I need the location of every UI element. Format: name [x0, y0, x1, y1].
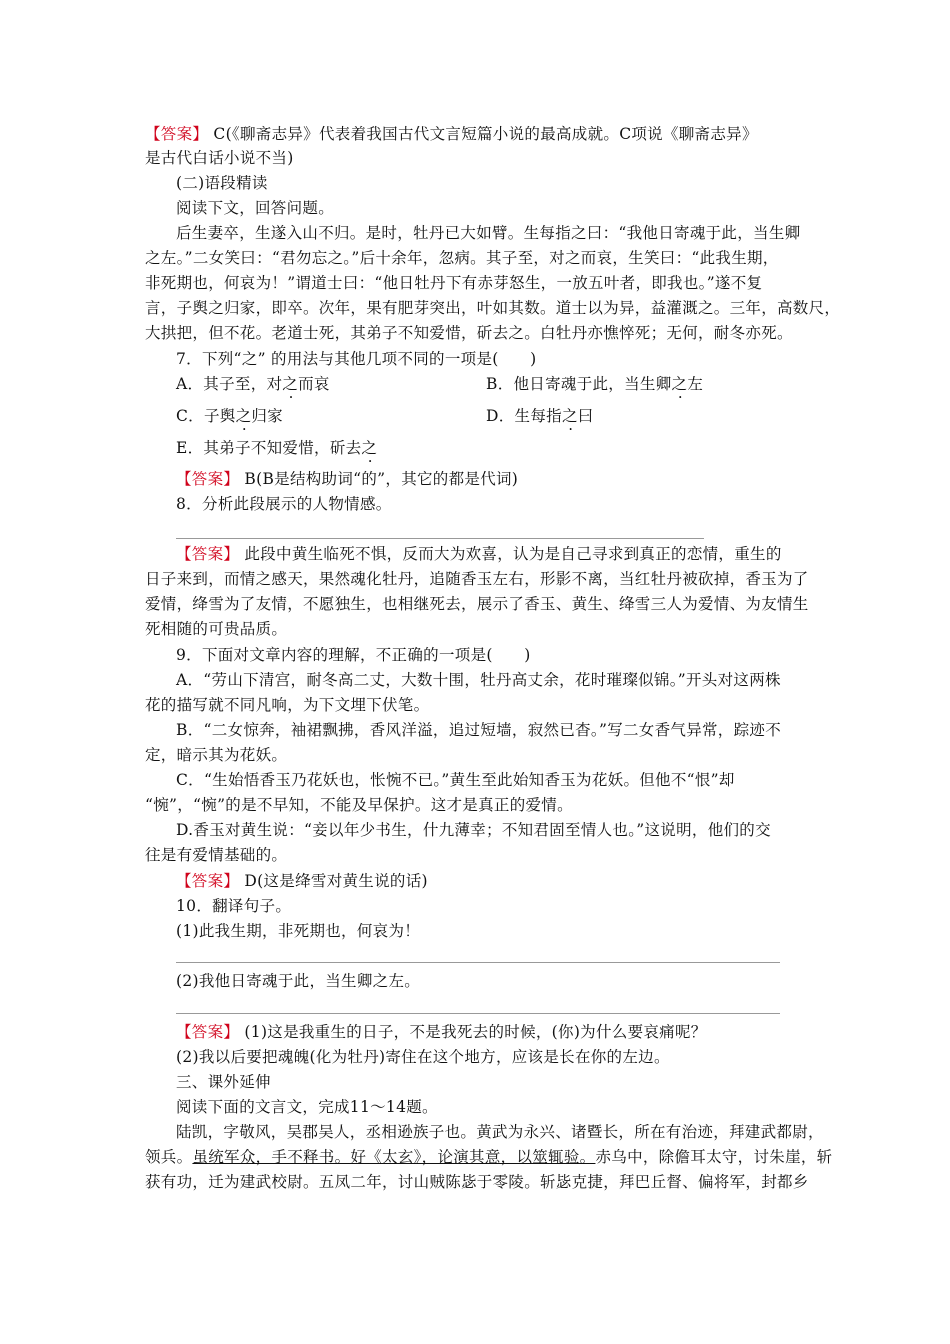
q7-option-d: D．生每指之曰: [486, 407, 594, 425]
text-line: “惋”，“惋”的是不早知，不能及早保护。这才是真正的爱情。: [145, 796, 573, 814]
answer-8: 【答案】 此段中黄生临死不惧，反而大为欢喜，认为是自己寻求到真正的恋情，重生的: [176, 545, 782, 563]
instruction: 阅读下文，回答问题。: [176, 199, 335, 217]
question-8: 8．分析此段展示的人物情感。: [176, 495, 392, 513]
q9-option-d: D.香玉对黄生说：“妾以年少书生，什九薄幸；不知君固至情人也。”这说明，他们的交: [176, 821, 771, 839]
question-7: 7．下列“之” 的用法与其他几项不同的一项是( ): [176, 350, 537, 368]
q10-sentence-2: (2)我他日寄魂于此，当生卿之左。: [176, 972, 421, 990]
q7-option-b: B．他日寄魂于此，当生卿之左: [486, 375, 704, 393]
passage-line: 领兵。虽统军众，手不释书。好《太玄》，论演其意，以筮辄验。赤乌中，除儋耳太守，讨朱崖，斩: [145, 1148, 833, 1166]
passage-line: 言，子舆之归家，即卒。次年，果有肥芽突出，叶如其数。道士以为异，益灌溉之。三年，高数尺，: [145, 299, 841, 317]
answer-blank-line: [176, 1013, 780, 1014]
passage-line: 非死期也，何哀为！”谓道士曰：“他日牡丹下有赤芽怒生，一放五叶者，即我也。”遂不复: [145, 274, 763, 292]
question-10: 10．翻译句子。: [176, 897, 292, 915]
answer-tag: 【答案】: [145, 125, 209, 143]
passage-line: 陆凯，字敬风，吴郡吴人，丞相逊族子也。黄武为永兴、诸暨长，所在有治迹，拜建武都尉，: [176, 1123, 824, 1141]
q7-option-c: C．子舆之归家: [176, 407, 283, 425]
underlined-sentence: 虽统军众，手不释书。好《太玄》，论演其意，以筮辄验。: [192, 1148, 596, 1166]
q10-sentence-1: (1)此我生期，非死期也，何哀为！: [176, 922, 421, 940]
q9-option-b: B．“二女惊奔，袖裙飘拂，香风洋溢，追过短墙，寂然已杳。”写二女香气异常，踪迹不: [176, 721, 781, 739]
passage-line: 大拱把，但不花。老道士死，其弟子不知爱惜，斫去之。白牡丹亦憔悴死；无何，耐冬亦死。: [145, 324, 793, 342]
answer-blank-line: [176, 538, 704, 539]
section-heading: 三、课外延伸: [176, 1073, 271, 1091]
text-line: (2)我以后要把魂魄(化为牡丹)寄住在这个地方，应该是长在你的左边。: [176, 1048, 670, 1066]
passage-line: 后生妻卒，生遂入山不归。是时，牡丹已大如臂。生每指之曰：“我他日寄魂于此，当生卿: [176, 224, 801, 242]
text-line: 是古代白话小说不当): [145, 149, 294, 167]
text-line: 往是有爱情基础的。: [145, 846, 288, 864]
answer-7: 【答案】 B(B是结构助词“的”，其它的都是代词): [176, 470, 519, 488]
text-line: 花的描写就不同凡响，为下文埋下伏笔。: [145, 696, 430, 714]
q9-option-a: A．“劳山下清宫，耐冬高二丈，大数十围，牡丹高丈余，花时璀璨似锦。”开头对这两株: [176, 671, 781, 689]
section-heading: (二)语段精读: [176, 174, 268, 192]
q7-options-row2: [176, 405, 876, 427]
text-line: 定，暗示其为花妖。: [145, 746, 288, 764]
passage-line: 之左。”二女笑曰：“君勿忘之。”后十余年，忽病。其子至，对之而哀，生笑曰：“此我生期，: [145, 249, 779, 267]
q9-option-c: C．“生始悟香玉乃花妖也，怅惋不已。”黄生至此始知香玉为花妖。但他不“恨”却: [176, 771, 735, 789]
q7-options-row1: [176, 373, 876, 395]
answer-blank-line: [176, 962, 780, 963]
question-9: 9．下面对文章内容的理解，不正确的一项是( ): [176, 646, 531, 664]
answer-10: 【答案】 (1)这是我重生的日子，不是我死去的时候，(你)为什么要哀痛呢？: [176, 1023, 707, 1041]
passage-line: 获有功，迁为建武校尉。五凤二年，讨山贼陈毖于零陵。斩毖克捷，拜巴丘督、偏将军，封都乡: [145, 1173, 809, 1191]
instruction: 阅读下面的文言文，完成11～14题。: [176, 1098, 438, 1116]
answer-9: 【答案】 D(这是绛雪对黄生说的话): [176, 872, 428, 890]
q7-option-e: E．其弟子不知爱惜，斫去之: [176, 439, 378, 457]
text-line: 死相随的可贵品质。: [145, 620, 288, 638]
answer-line: 【答案】 C(《聊斋志异》代表着我国古代文言短篇小说的最高成就。C项说《聊斋志异》: [145, 125, 758, 143]
q7-option-a: A．其子至，对之而哀: [176, 375, 330, 393]
text-line: 爱情，绛雪为了友情，不愿独生，也相继死去，展示了香玉、黄生、绛雪三人为爱情、为友情生: [145, 595, 809, 613]
text-line: 日子来到，而情之感天，果然魂化牡丹，追随香玉左右，形影不离，当红牡丹被砍掉，香玉为了: [145, 570, 809, 588]
